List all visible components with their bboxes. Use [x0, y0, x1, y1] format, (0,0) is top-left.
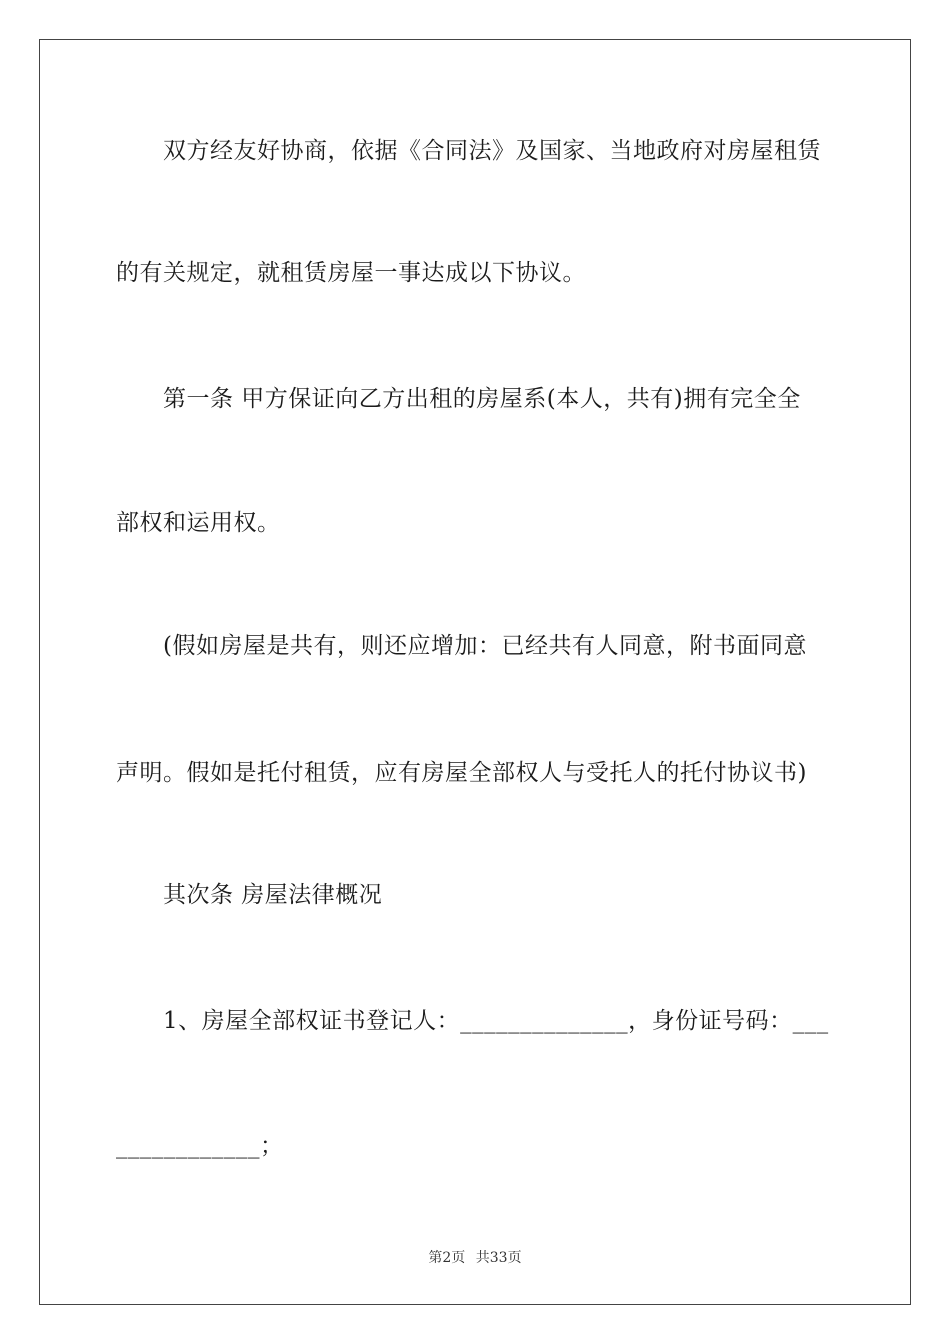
page-footer [0, 1247, 950, 1267]
paragraph-line-1: 双方经友好协商，依据《合同法》及国家、当地政府对房屋租赁 [116, 138, 821, 164]
paragraph-line-9: ____________； [116, 1133, 284, 1159]
paragraph-line-4: 部权和运用权。 [116, 510, 281, 536]
paragraph-line-8: 1、房屋全部权证书登记人：______________，身份证号码：___ [116, 1008, 829, 1034]
paragraph-line-3: 第一条 甲方保证向乙方出租的房屋系(本人，共有)拥有完全全 [116, 386, 801, 412]
page-number: 第2页 [428, 1250, 466, 1266]
paragraph-line-5: (假如房屋是共有，则还应增加：已经共有人同意，附书面同意 [116, 633, 807, 659]
paragraph-line-2: 的有关规定，就租赁房屋一事达成以下协议。 [116, 260, 586, 286]
section-heading: 其次条 房屋法律概况 [116, 882, 383, 908]
paragraph-line-6: 声明。假如是托付租赁，应有房屋全部权人与受托人的托付协议书) [116, 760, 807, 786]
page-border [39, 39, 911, 1305]
page-total: 共33页 [475, 1250, 522, 1266]
